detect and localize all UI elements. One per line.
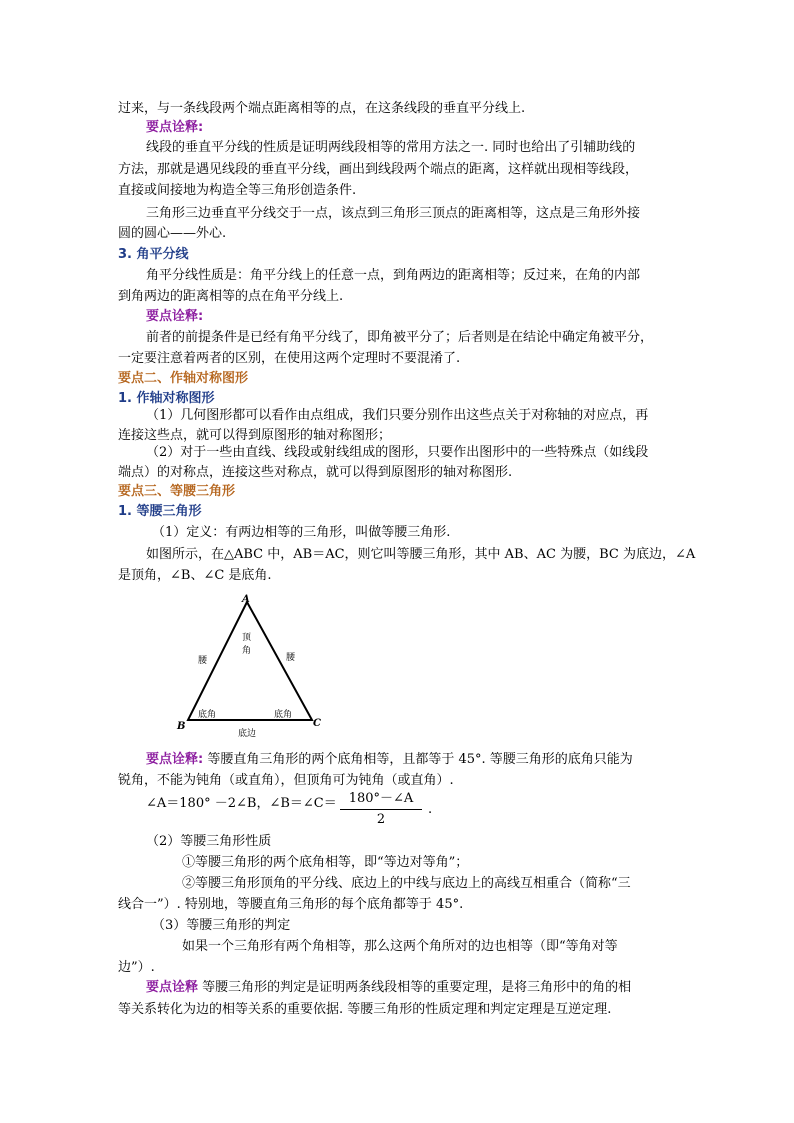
text-line: ①等腰三角形的两个底角相等，即“等边对等角”； bbox=[182, 855, 469, 870]
text-line: 线段的垂直平分线的性质是证明两线段相等的常用方法之一. 同时也给出了引辅助线的 bbox=[146, 140, 636, 155]
major-heading: 要点二、作轴对称图形 bbox=[118, 371, 249, 386]
section-heading: 3. 角平分线 bbox=[118, 247, 189, 262]
text-line: 端点）的对称点，连接这些对称点，就可以得到原图形的轴对称图形. bbox=[118, 465, 513, 480]
section-heading: 1. 等腰三角形 bbox=[118, 504, 202, 519]
text-line: 线合一”）. 特别地，等腰直角三角形的每个底角都等于 45°. bbox=[118, 897, 464, 912]
fraction-denominator: 2 bbox=[376, 812, 386, 827]
right-leg-label: 腰 bbox=[286, 653, 296, 663]
text-line: 方法，那就是遇见线段的垂直平分线，画出到线段两个端点的距离，这样就出现相等线段， bbox=[118, 162, 639, 177]
key-note-heading: 要点诠释: bbox=[146, 752, 204, 767]
text-line: ②等腰三角形顶角的平分线、底边上的中线与底边上的高线互相重合（简称“三 bbox=[182, 876, 631, 891]
text-span: 等腰三角形的判定是证明两条线段相等的重要定理，是将三角形中的角的相 bbox=[198, 980, 632, 995]
isosceles-triangle-figure bbox=[176, 590, 326, 740]
text-line: （1）几何图形都可以看作由点组成，我们只要分别作出这些点关于对称轴的对应点，再 bbox=[146, 408, 649, 423]
fraction-numerator: 180°－∠A bbox=[348, 791, 414, 806]
text-span: 等腰直角三角形的两个底角相等，且都等于 45°. 等腰三角形的底角只能为 bbox=[203, 752, 633, 767]
vertex-a-label: A bbox=[242, 594, 250, 605]
key-note-heading: 要点诠释 bbox=[146, 980, 199, 995]
text-line: 一定要注意着两者的区别，在使用这两个定理时不要混淆了. bbox=[118, 351, 461, 366]
base-label: 底边 bbox=[238, 729, 257, 739]
text-line: 到角两边的距离相等的点在角平分线上. bbox=[118, 289, 344, 304]
formula-left: ∠A＝180° －2∠B，∠B＝∠C＝ bbox=[146, 796, 337, 811]
text-line: 如图所示，在△ABC 中，AB＝AC，则它叫等腰三角形，其中 AB、AC 为腰，BC 为底边，∠A bbox=[146, 547, 696, 562]
text-line: 是顶角，∠B、∠C 是底角. bbox=[118, 568, 272, 583]
text-line: 三角形三边垂直平分线交于一点，该点到三角形三顶点的距离相等，这点是三角形外接 bbox=[146, 206, 641, 221]
text-line: 前者的前提条件是已经有角平分线了，即角被平分了；后者则是在结论中确定角被平分， bbox=[146, 330, 654, 345]
text-line: 如果一个三角形有两个角相等，那么这两个角所对的边也相等（即“等角对等 bbox=[182, 939, 618, 954]
formula-period: . bbox=[428, 802, 433, 817]
text-line: 锐角，不能为钝角（或直角），但顶角可为钝角（或直角）. bbox=[118, 773, 454, 788]
text-line: 直接或间接地为构造全等三角形创造条件. bbox=[118, 183, 357, 198]
base-angle-left-label: 底角 bbox=[198, 710, 217, 720]
fraction bbox=[340, 790, 422, 829]
text-line bbox=[146, 750, 633, 770]
vertex-c-label: C bbox=[313, 718, 321, 729]
text-line: 等关系转化为边的相等关系的重要依据. 等腰三角形的性质定理和判定定理是互逆定理. bbox=[118, 1002, 612, 1017]
section-heading: 1. 作轴对称图形 bbox=[118, 391, 215, 406]
major-heading: 要点三、等腰三角形 bbox=[118, 484, 236, 499]
base-angle-right-label: 底角 bbox=[274, 710, 293, 720]
text-line: （1）定义：有两边相等的三角形，叫做等腰三角形. bbox=[152, 525, 451, 540]
text-line: 圆的圆心——外心. bbox=[118, 226, 227, 241]
text-line: 边”）. bbox=[118, 960, 155, 975]
vertex-b-label: B bbox=[177, 721, 186, 732]
text-line: 过来，与一条线段两个端点距离相等的点，在这条线段的垂直平分线上. bbox=[118, 101, 526, 116]
fraction-bar bbox=[340, 809, 422, 810]
text-line: 连接这些点，就可以得到原图形的轴对称图形； bbox=[118, 428, 392, 443]
text-line: （2）对于一些由直线、线段或射线组成的图形，只要作出图形中的一些特殊点（如线段 bbox=[146, 445, 649, 460]
text-line: （2）等腰三角形性质 bbox=[146, 834, 272, 849]
key-note-heading: 要点诠释: bbox=[146, 309, 204, 324]
key-note-heading: 要点诠释: bbox=[146, 120, 204, 135]
apex-angle-label: 顶 bbox=[242, 633, 252, 643]
text-line: 角平分线性质是：角平分线上的任意一点，到角两边的距离相等；反过来，在角的内部 bbox=[146, 268, 641, 283]
text-line: （3）等腰三角形的判定 bbox=[152, 918, 291, 933]
left-leg-label: 腰 bbox=[198, 656, 208, 666]
apex-angle-label: 角 bbox=[242, 646, 252, 656]
text-line bbox=[146, 978, 631, 998]
